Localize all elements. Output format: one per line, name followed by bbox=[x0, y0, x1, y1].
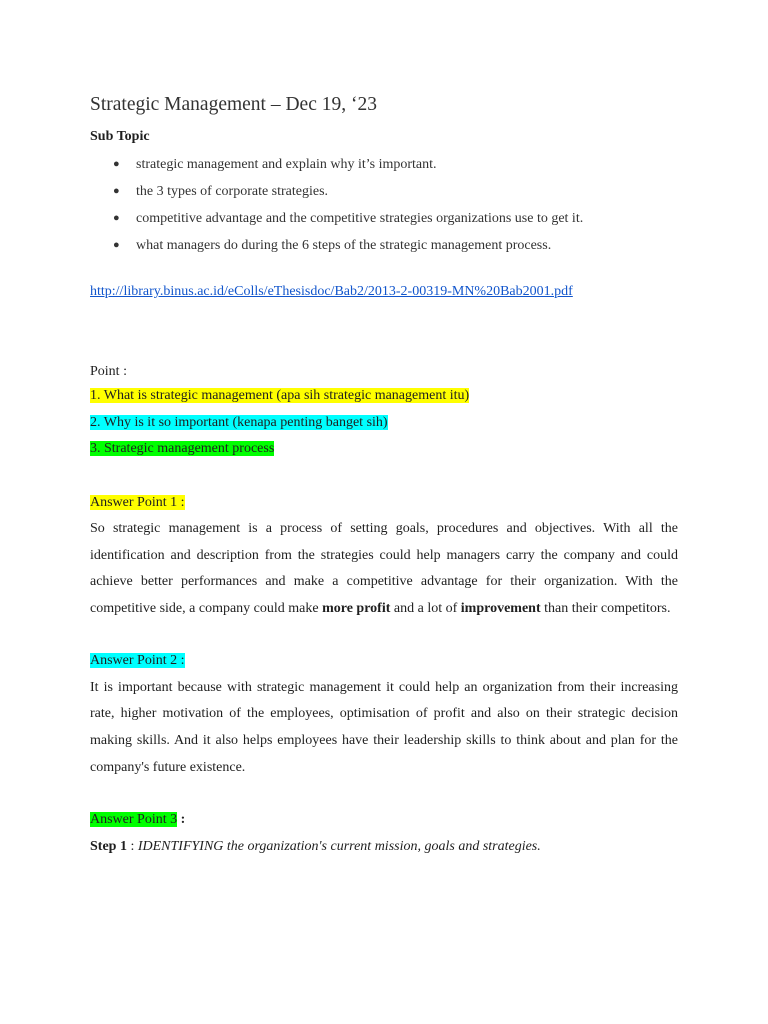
point-item-2: 2. Why is it so important (kenapa penting banget sih) bbox=[90, 414, 388, 430]
step-1-line bbox=[90, 834, 678, 861]
step-separator: : bbox=[126, 838, 138, 854]
list-item-text: the 3 types of corporate strategies. bbox=[136, 184, 329, 199]
list-item bbox=[90, 205, 678, 232]
answer-point-2-heading: Answer Point 2 : bbox=[90, 653, 185, 669]
answer-point-2-text: It is important because with strategic management it could help an organization from their increasing rate, higher motivation of the employees, optimisation of profit and also on their strategic decision making skills. And it also helps employees have their leadership skills to think about and plan for the company's future existence. bbox=[90, 679, 678, 775]
bullet-icon: ● bbox=[113, 185, 120, 197]
bullet-icon: ● bbox=[113, 158, 120, 170]
answer-text-segment: than their competitors. bbox=[540, 600, 671, 616]
list-item bbox=[90, 151, 678, 178]
point-item-1: 1. What is strategic management (apa sih strategic management itu) bbox=[90, 388, 470, 403]
sub-topic-list bbox=[90, 151, 678, 259]
answer-point-1-heading: Answer Point 1 : bbox=[90, 494, 185, 510]
bullet-icon: ● bbox=[113, 239, 120, 251]
list-item bbox=[90, 232, 678, 259]
list-item bbox=[90, 178, 678, 205]
answer-text-segment: and a lot of bbox=[390, 600, 461, 616]
list-item-text: competitive advantage and the competitive strategies organizations use to get it. bbox=[136, 211, 584, 226]
bold-improvement: improvement bbox=[460, 600, 541, 616]
document-page bbox=[90, 90, 678, 860]
document-title: Strategic Management – Dec 19, ‘23 bbox=[90, 94, 377, 115]
answer-point-3-colon: : bbox=[177, 812, 186, 828]
reference-link[interactable]: http://library.binus.ac.id/eColls/eThesisdoc/Bab2/2013-2-00319-MN%20Bab2001.pdf bbox=[90, 284, 573, 299]
list-item-text: what managers do during the 6 steps of the strategic management process. bbox=[136, 238, 552, 253]
point-item-3: 3. Strategic management process bbox=[90, 441, 275, 456]
answer-point-1-text bbox=[90, 516, 678, 622]
point-label: Point : bbox=[90, 364, 127, 379]
answer-point-3-heading-line bbox=[90, 807, 678, 834]
bold-more-profit: more profit bbox=[322, 600, 391, 616]
sub-topic-heading: Sub Topic bbox=[90, 129, 150, 144]
list-item-text: strategic management and explain why it’s important. bbox=[136, 157, 437, 172]
step-1-text: IDENTIFYING the organization's current mission, goals and strategies. bbox=[137, 838, 541, 854]
bullet-icon: ● bbox=[113, 212, 120, 224]
answer-text-segment: So strategic management is a process of setting goals, procedures and objectives. With all the identification and description from the strategies could help managers carry the company and could achieve better performances and make a competitive advantage for their organization. With the competitive side, a company could make bbox=[90, 521, 678, 616]
step-1-label: Step 1 bbox=[90, 838, 127, 854]
answer-point-3-heading: Answer Point 3 bbox=[90, 812, 178, 828]
